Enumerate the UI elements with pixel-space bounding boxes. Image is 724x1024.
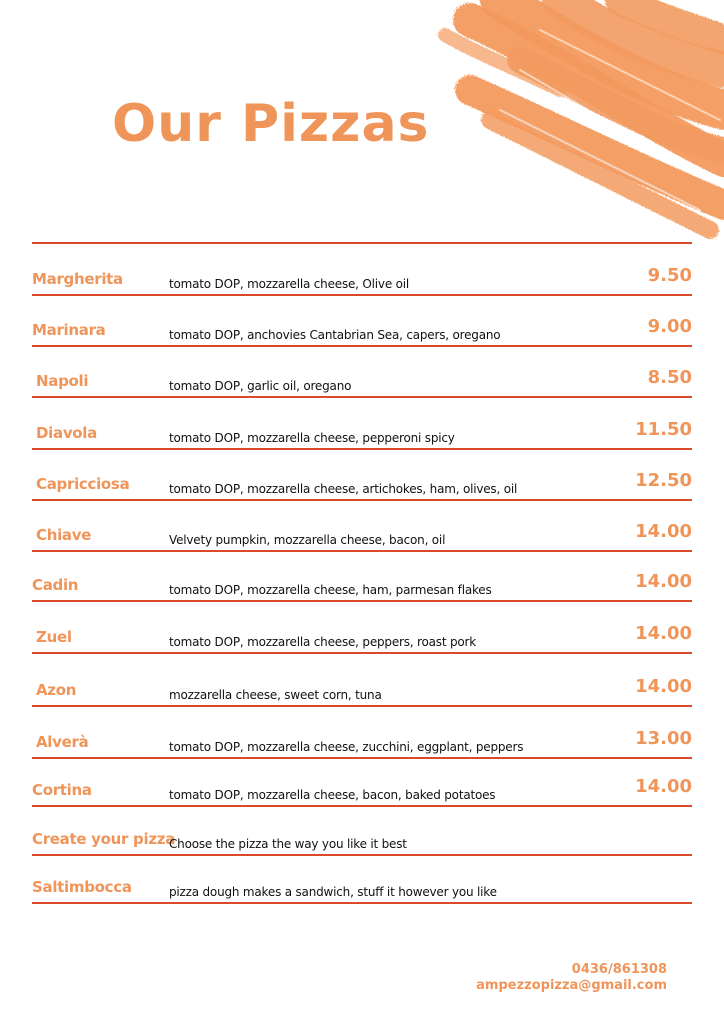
menu-row-chiave	[32, 512, 692, 552]
pizza-description: tomato DOP, anchovies Cantabrian Sea, capers, oregano	[169, 328, 501, 342]
pizza-name: Marinara	[32, 321, 106, 339]
pizza-name: Azon	[36, 681, 77, 699]
pizza-price: 11.50	[635, 419, 692, 440]
row-divider	[32, 550, 692, 552]
menu-row-cortina	[32, 767, 692, 807]
pizza-name: Zuel	[36, 628, 72, 646]
row-divider	[32, 600, 692, 602]
row-divider	[32, 448, 692, 450]
menu-row-create-your-pizza	[32, 816, 692, 856]
page-title: Our Pizzas	[112, 94, 430, 154]
pizza-name: Saltimbocca	[32, 878, 132, 896]
menu-row-alvera	[32, 719, 692, 759]
pizza-price: 9.50	[647, 265, 692, 286]
menu-row-margherita	[32, 256, 692, 296]
email-address: ampezzopizza@gmail.com	[476, 978, 667, 993]
row-divider	[32, 705, 692, 707]
pizza-description: tomato DOP, mozzarella cheese, Olive oil	[169, 277, 410, 291]
row-divider	[32, 499, 692, 501]
pizza-name: Capricciosa	[36, 475, 130, 493]
pizza-name: Cortina	[32, 781, 92, 799]
menu-row-napoli	[32, 358, 692, 398]
row-divider	[32, 396, 692, 398]
pizza-description: Choose the pizza the way you like it best	[169, 837, 407, 851]
row-divider	[32, 854, 692, 856]
pizza-price: 14.00	[635, 521, 692, 542]
menu-row-marinara	[32, 307, 692, 347]
pizza-description: tomato DOP, mozzarella cheese, artichokes, ham, olives, oil	[169, 482, 518, 496]
menu-row-saltimbocca	[32, 864, 692, 904]
row-divider	[32, 757, 692, 759]
phone-number: 0436/861308	[571, 962, 667, 977]
menu-row-diavola	[32, 410, 692, 450]
pizza-name: Diavola	[36, 424, 97, 442]
pizza-price: 14.00	[635, 776, 692, 797]
pizza-description: tomato DOP, mozzarella cheese, peppers, roast pork	[169, 635, 477, 649]
row-divider	[32, 345, 692, 347]
pizza-name: Alverà	[36, 733, 89, 751]
row-divider	[32, 902, 692, 904]
pizza-description: tomato DOP, mozzarella cheese, ham, parmesan flakes	[169, 583, 492, 597]
pizza-description: mozzarella cheese, sweet corn, tuna	[169, 688, 382, 702]
pizza-name: Create your pizza	[32, 830, 176, 848]
pizza-price: 14.00	[635, 571, 692, 592]
pizza-price: 12.50	[635, 470, 692, 491]
pizza-name: Margherita	[32, 270, 123, 288]
menu-row-cadin	[32, 562, 692, 602]
pizza-price: 13.00	[635, 728, 692, 749]
row-divider	[32, 652, 692, 654]
pizza-description: tomato DOP, mozzarella cheese, zucchini, eggplant, peppers	[169, 740, 524, 754]
row-divider	[32, 805, 692, 807]
pizza-price: 14.00	[635, 623, 692, 644]
menu-row-zuel	[32, 614, 692, 654]
contact-info	[476, 962, 667, 994]
row-divider	[32, 294, 692, 296]
pizza-name: Napoli	[36, 372, 89, 390]
pizza-price: 8.50	[647, 367, 692, 388]
pizza-price: 14.00	[635, 676, 692, 697]
pizza-description: tomato DOP, mozzarella cheese, pepperoni spicy	[169, 431, 455, 445]
pizza-price: 9.00	[647, 316, 692, 337]
pizza-description: Velvety pumpkin, mozzarella cheese, bacon, oil	[169, 533, 446, 547]
pizza-description: tomato DOP, mozzarella cheese, bacon, baked potatoes	[169, 788, 496, 802]
pizza-description: pizza dough makes a sandwich, stuff it however you like	[169, 885, 497, 899]
pizza-name: Chiave	[36, 526, 92, 544]
pizza-description: tomato DOP, garlic oil, oregano	[169, 379, 352, 393]
menu-row-azon	[32, 667, 692, 707]
menu-row-capricciosa	[32, 461, 692, 501]
pizza-name: Cadin	[32, 576, 79, 594]
